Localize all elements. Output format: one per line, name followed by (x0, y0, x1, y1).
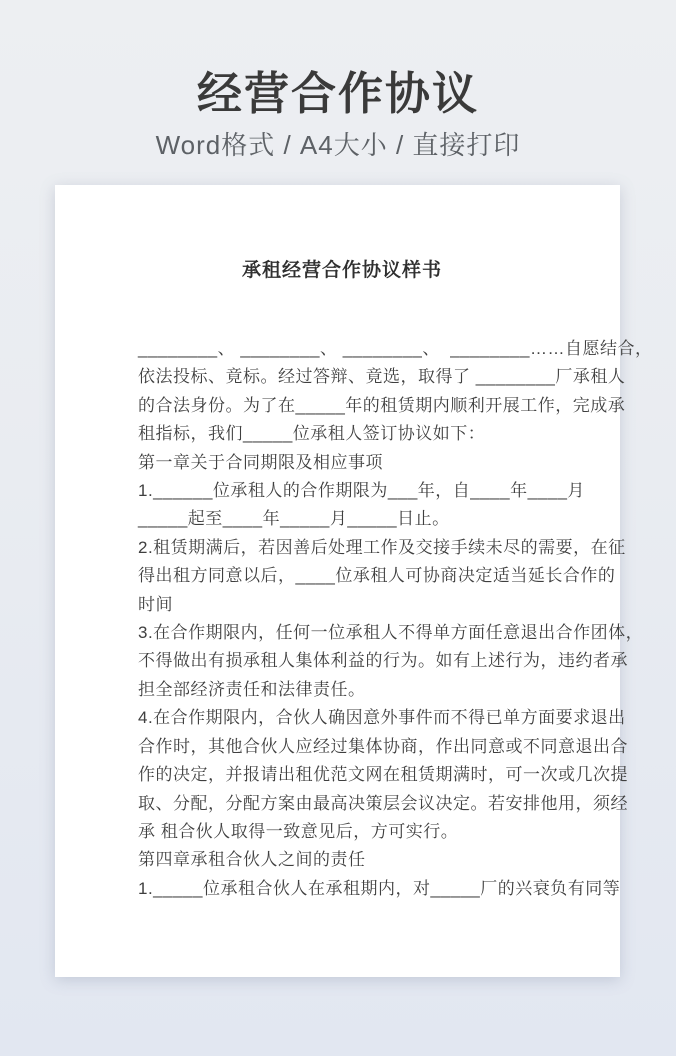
doc-line: 1.______位承租人的合作期限为___年，自____年____月 (138, 481, 585, 501)
doc-line: 时间 (138, 594, 173, 614)
doc-line: 合作时，其他合伙人应经过集体协商，作出同意或不同意退出合 (138, 736, 628, 756)
document-preview-page (55, 185, 653, 977)
doc-line: _____起至____年_____月_____日止。 (138, 509, 450, 529)
document-body (138, 335, 653, 903)
doc-line: 的合法身份。为了在_____年的租赁期内顺利开展工作，完成承 (138, 395, 626, 415)
doc-line: 担全部经济责任和法律责任。 (138, 679, 366, 699)
page-title: 经营合作协议 (196, 68, 479, 119)
doc-line: 3.在合作期限内，任何一位承租人不得单方面任意退出合作团体， (138, 623, 644, 643)
doc-line: 1._____位承租合伙人在承租期内，对_____厂的兴衰负有同等 (138, 878, 621, 898)
doc-line: 不得做出有损承租人集体利益的行为。如有上述行为，违约者承 (138, 651, 628, 671)
doc-line: 承 租合伙人取得一致意见后，方可实行。 (138, 821, 459, 841)
page-subtitle: Word格式 / A4大小 / 直接打印 (155, 130, 521, 160)
header-banner (0, 0, 676, 160)
doc-section-heading: 第一章关于合同期限及相应事项 (138, 452, 383, 472)
doc-line: 取、分配，分配方案由最高决策层会议决定。若安排他用，须经 (138, 793, 628, 813)
doc-line: 2.租赁期满后，若因善后处理工作及交接手续未尽的需要，在征 (138, 537, 626, 557)
doc-line: 依法投标、竟标。经过答辩、竟选，取得了 ________厂承租人 (138, 367, 626, 387)
doc-section-heading: 第四章承租合伙人之间的责任 (138, 850, 366, 870)
doc-line: ________、 ________、 ________、 ________……自愿结合， (138, 339, 653, 358)
doc-line: 租指标，我们_____位承租人签订协议如下： (138, 424, 486, 444)
document-title: 承租经营合作协议样书 (241, 260, 442, 281)
doc-line: 得出租方同意以后，____位承租人可协商决定适当延长合作的 (138, 566, 616, 586)
doc-line: 作的决定，并报请出租优范文网在租赁期满时，可一次或几次提 (138, 765, 628, 785)
doc-line: 4.在合作期限内，合伙人确因意外事件而不得已单方面要求退出 (138, 708, 626, 728)
